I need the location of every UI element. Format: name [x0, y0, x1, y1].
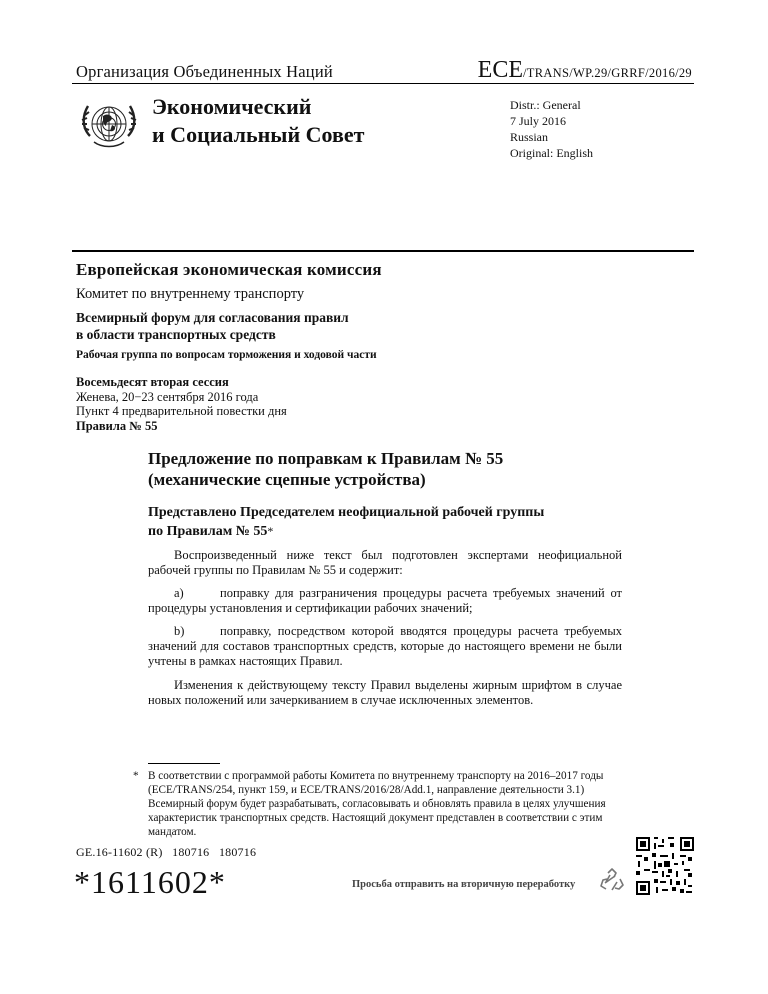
recycle-notice: Просьба отправить на вторичную переработку [352, 879, 576, 890]
header-rule [72, 83, 694, 84]
council-name [152, 93, 364, 149]
proposal-line2: (механические сцепные устройства) [148, 470, 426, 489]
body-paragraph-3-text: поправку, посредством которой вводятся процедуры расчета требуемых значений для составов транспортных средств, которые до настоящего времени не были учтены в рамках настоящих Правил. [148, 624, 622, 668]
distribution-block [510, 97, 593, 161]
footnote-mark: * [133, 770, 139, 782]
footnote-ref[interactable]: * [267, 524, 274, 538]
recycle-icon [598, 867, 626, 895]
body-paragraph-1 [148, 548, 622, 578]
body-paragraph-4 [148, 678, 622, 708]
footnote-text: В соответствии с программой работы Комитета по внутреннему транспорту на 2016–2017 годы (ECE/TRANS/254, пункт 159, и ECE/TRANS/2016/28/Add.1, направление деятельности 3.1) Всемирный форум будет разрабатывать, согласовывать и обновлять правила в целях улучшения характеристик транспортных средств. Настоящий документ представлен в соответствии с этим мандатом. [148, 770, 606, 838]
distr-original: Original: English [510, 146, 593, 160]
working-group: Рабочая группа по вопросам торможения и ходовой части [76, 349, 377, 361]
footnote-rule [148, 763, 220, 764]
body-paragraph-3 [148, 624, 622, 669]
symbol-main: ECE [477, 57, 523, 83]
body-paragraph-4-text: Изменения к действующему тексту Правил выделены жирным шрифтом в случае новых положений или зачеркиванием в случае исключенных элементов. [148, 678, 622, 707]
distr-general: Distr.: General [510, 98, 581, 112]
body-paragraph-2-text: поправку для разграничения процедуры расчета требуемых значений от процедуры установления и сертификации рабочих значений; [148, 586, 622, 615]
submitted-line2-wrap [148, 522, 544, 541]
qr-code-icon [636, 837, 694, 895]
proposal-title [148, 448, 503, 490]
forum-line2: в области транспортных средств [76, 327, 276, 342]
forum-line1: Всемирный форум для согласования правил [76, 310, 349, 325]
org-name: Организация Объединенных Наций [76, 62, 333, 81]
submitted-line2: по Правилам № 55 [148, 524, 268, 539]
council-line2: и Социальный Совет [152, 122, 365, 147]
session-block [76, 375, 287, 433]
submitted-line1: Представлено Председателем неофициальной рабочей группы [148, 505, 545, 520]
un-emblem-icon [76, 94, 142, 154]
proposal-line1: Предложение по поправкам к Правилам № 55 [148, 449, 504, 468]
body-paragraph-1-text: Воспроизведенный ниже текст был подготовлен экспертами неофициальной рабочей группы по Правилам № 55 и содержит: [148, 548, 622, 577]
distr-date: 7 July 2016 [510, 114, 567, 128]
list-label-a: a) [174, 586, 184, 600]
list-label-b: b) [174, 624, 185, 638]
document-symbol [470, 57, 692, 84]
forum-name [76, 309, 349, 343]
submitted-by [148, 504, 544, 541]
barcode-text: *1611602* [74, 864, 226, 900]
distr-language: Russian [510, 130, 549, 144]
session-title: Восемьдесят вторая сессия [76, 375, 229, 389]
session-place-date: Женева, 20−23 сентября 2016 года [76, 389, 259, 404]
session-agenda-item: Пункт 4 предварительной повестки дня [76, 404, 287, 418]
council-line1: Экономический [152, 94, 312, 119]
footnote [133, 769, 623, 839]
commission-title: Европейская экономическая комиссия [76, 260, 382, 279]
session-regulation: Правила № 55 [76, 418, 158, 433]
section-rule [72, 250, 694, 252]
symbol-rest: /TRANS/WP.29/GRRF/2016/29 [523, 66, 692, 80]
body-paragraph-2 [148, 586, 622, 616]
committee-name: Комитет по внутреннему транспорту [76, 286, 305, 302]
document-number: GE.16-11602 (R) 180716 180716 [76, 845, 257, 859]
